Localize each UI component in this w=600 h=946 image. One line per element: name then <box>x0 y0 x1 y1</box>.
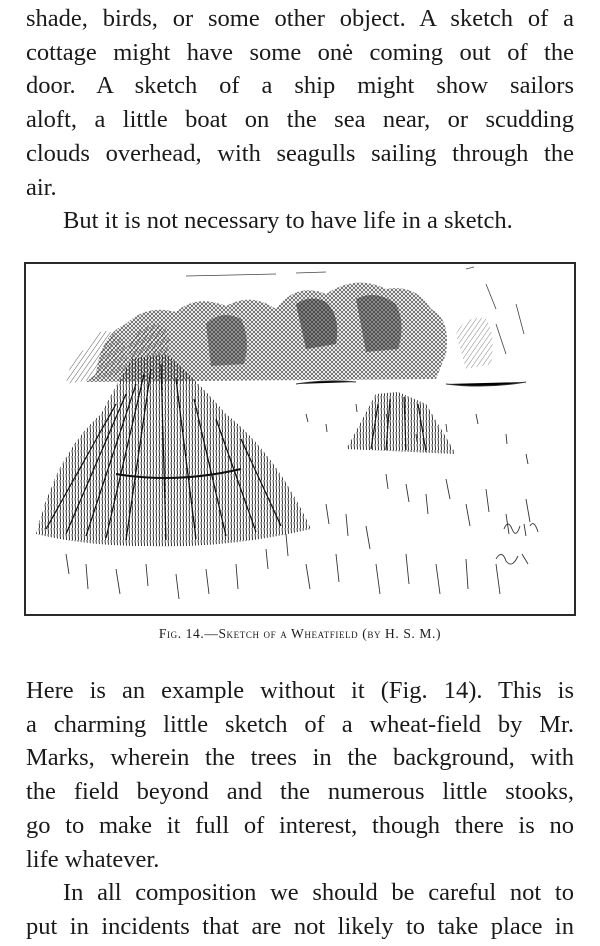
text-line: put in incidents that are not likely to take place in <box>26 912 574 940</box>
text-line: clouds overhead, with seagulls sailing through the <box>26 139 574 167</box>
paragraph-composition <box>26 876 574 943</box>
paragraph-not-necessary <box>26 204 574 238</box>
artist-signature <box>496 524 538 564</box>
text-line: a charming little sketch of a wheat-field by Mr. <box>26 710 574 738</box>
text-line: Here is an example without it (Fig. 14). This is <box>26 677 574 704</box>
wheatfield-illustration <box>26 264 574 614</box>
text-line: In all composition we should be careful not to <box>63 879 574 906</box>
paragraph-example <box>26 674 574 876</box>
text-line: go to make it full of interest, though there is no <box>26 811 574 839</box>
text-line: Marks, wherein the trees in the background, with <box>26 744 574 772</box>
text-line: aloft, a little boat on the sea near, or scudding <box>26 106 574 134</box>
text-line: life whatever. <box>26 845 160 873</box>
text-line: air. <box>26 173 57 201</box>
figure-caption: Fig. 14.—Sketch of a Wheatfield (by H. S. M.) <box>158 626 442 641</box>
text-line: door. A sketch of a ship might show sailors <box>26 72 574 100</box>
paragraph-sketch-life <box>26 2 574 204</box>
text-line: the field beyond and the numerous little stooks, <box>26 778 574 806</box>
text-line: cottage might have some onė coming out of the <box>26 38 574 66</box>
text-line: But it is not necessary to have life in a sketch. <box>63 207 513 234</box>
distant-stook <box>346 392 456 454</box>
text-line: shade, birds, or some other object. A sketch of a <box>26 5 574 32</box>
figure-wheatfield-sketch <box>24 262 576 616</box>
